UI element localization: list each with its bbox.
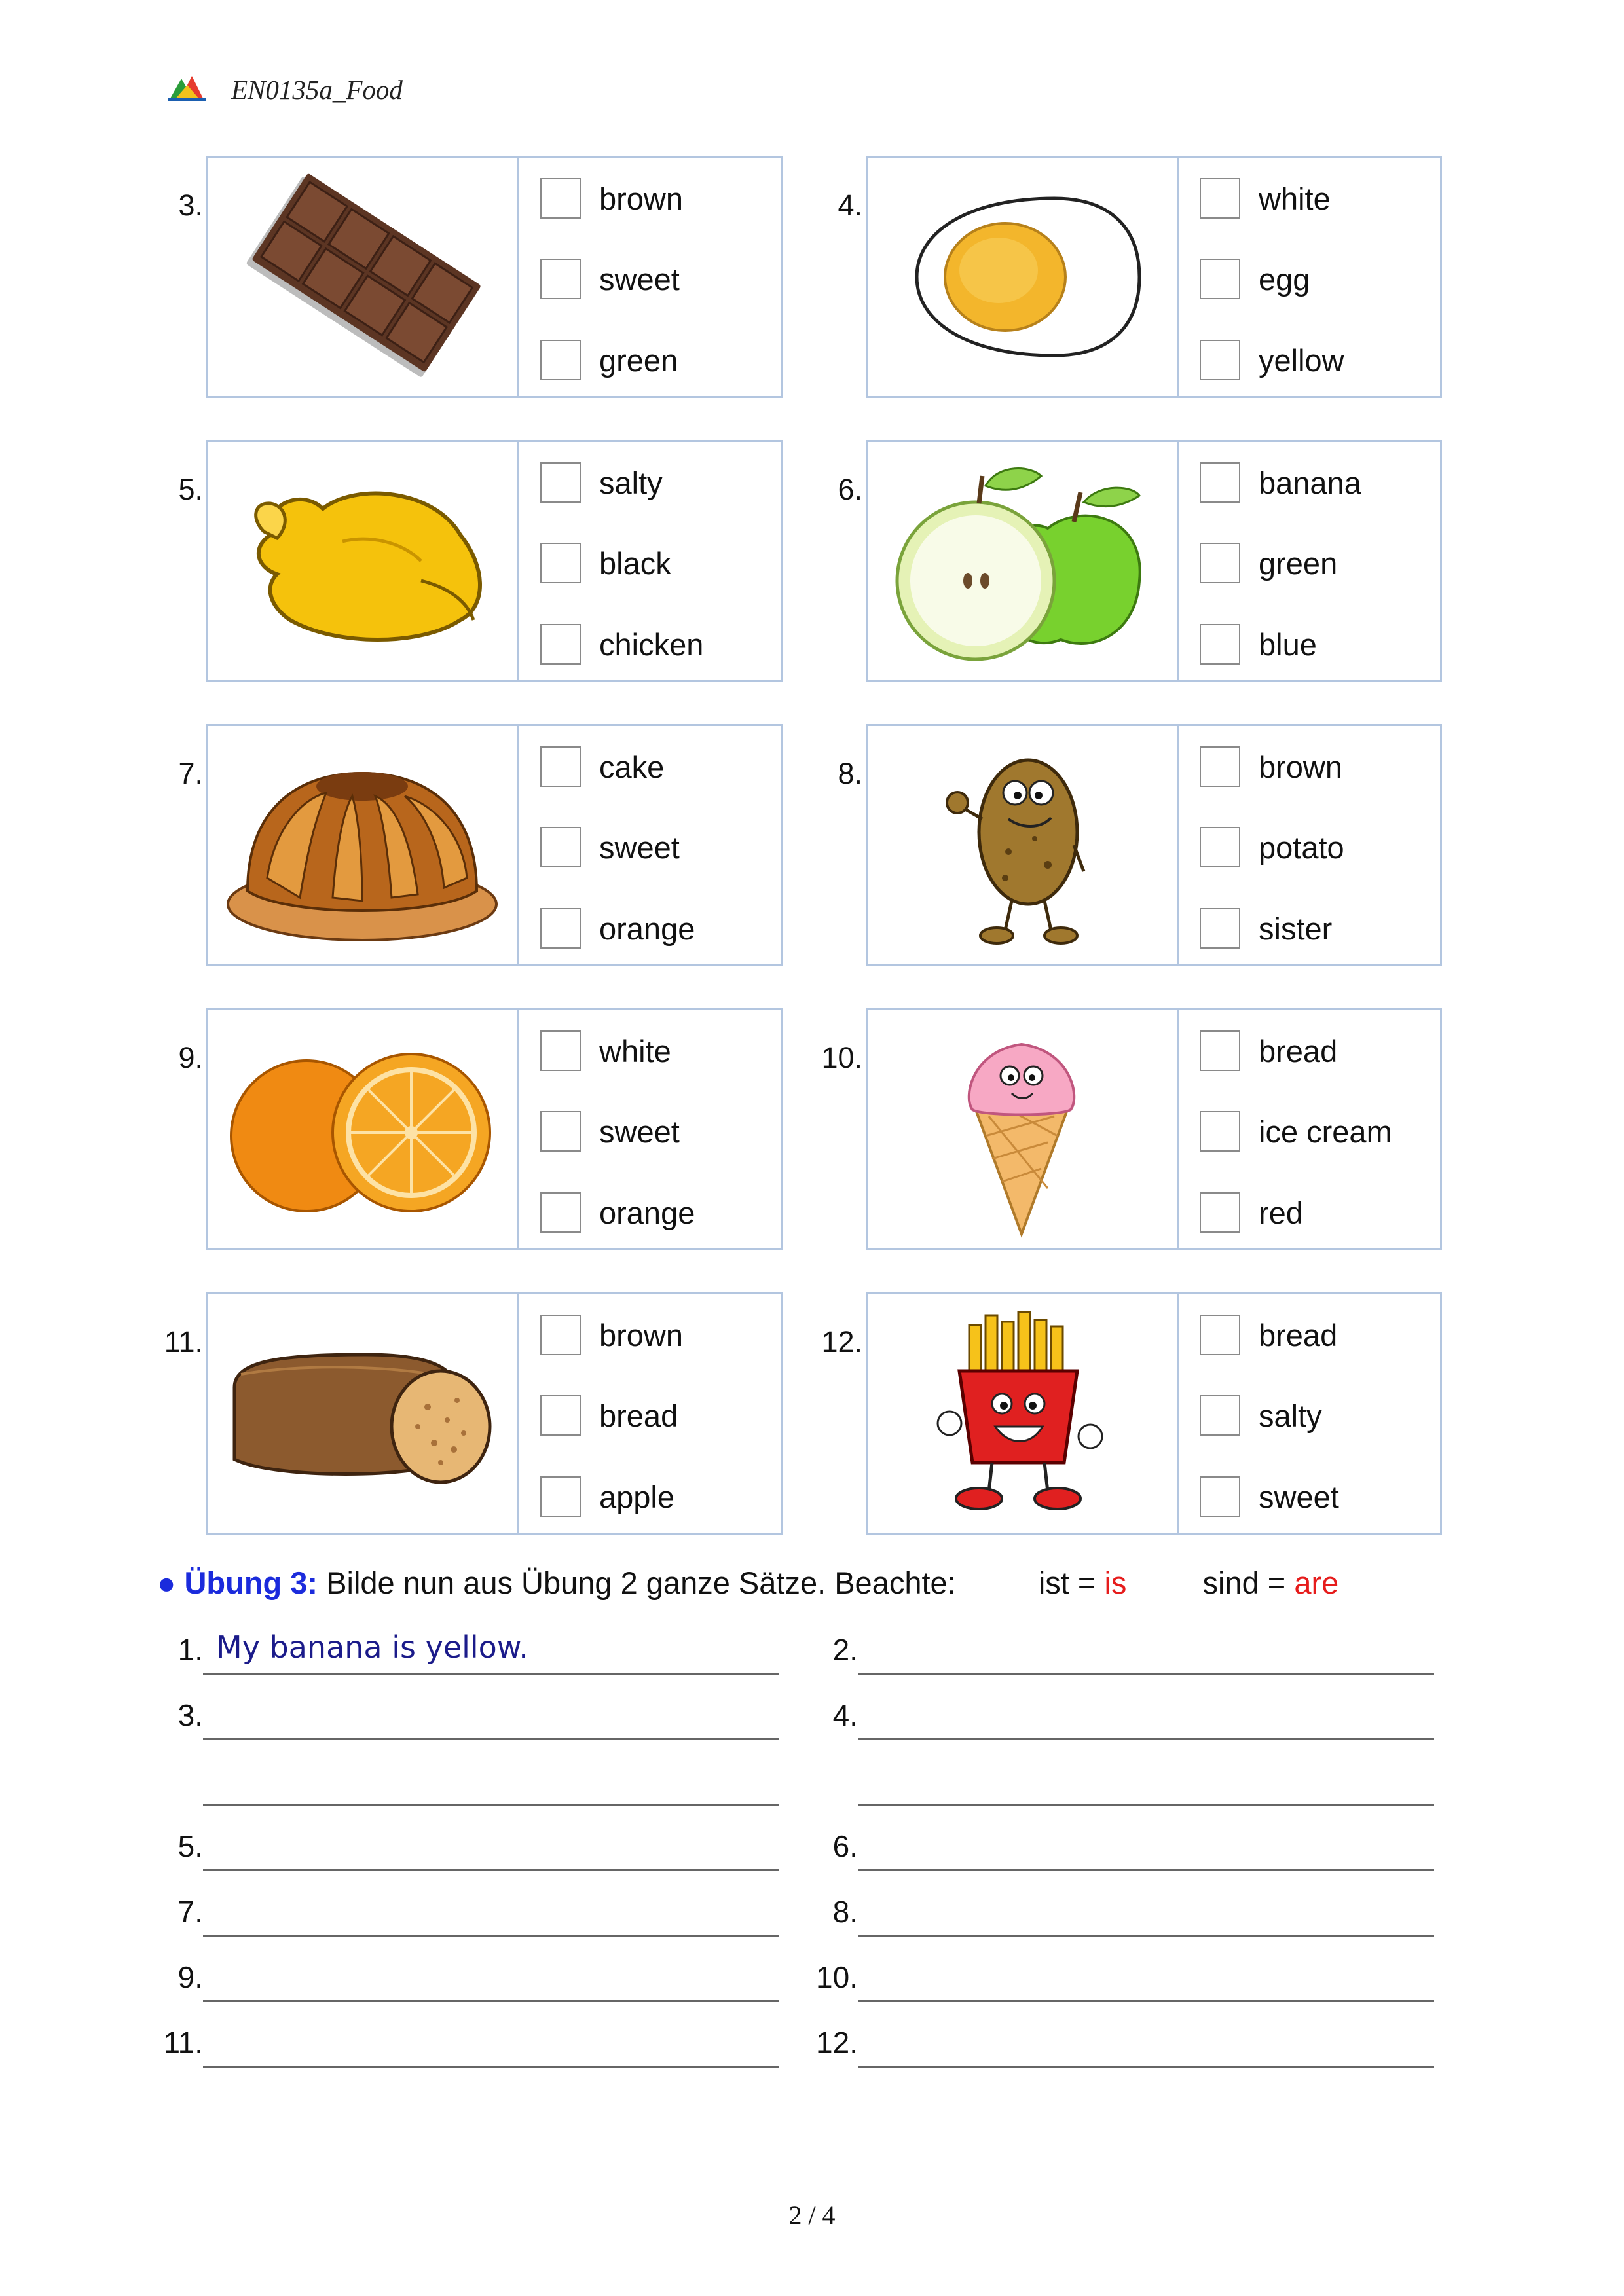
option-label: bread [1259,1317,1338,1353]
bundt-cake-picture [206,724,519,966]
checkbox[interactable] [540,340,581,380]
document-title: EN0135a_Food [231,74,403,105]
item-number: 10. [821,1041,862,1074]
option-label: sweet [599,1114,680,1149]
item-number: 12. [821,1325,862,1358]
item-3 [178,156,783,398]
option-label: sweet [1259,1479,1339,1514]
option-label: green [1259,545,1338,581]
checkbox[interactable] [540,543,581,583]
option-row [540,1312,683,1358]
item-11 [164,1292,783,1535]
checkbox[interactable] [540,1476,581,1517]
answer-input[interactable] [203,2066,779,2068]
option-row [1200,256,1310,302]
answer-input[interactable] [203,1869,779,1871]
line-number: 11. [163,2026,203,2060]
checkbox[interactable] [540,1315,581,1355]
checkbox[interactable] [540,746,581,787]
option-row [1200,1474,1339,1520]
option-row [540,337,678,383]
answer-input[interactable] [203,1738,779,1740]
option-label: blue [1259,627,1317,662]
checkbox[interactable] [540,624,581,665]
checkbox[interactable] [540,827,581,867]
answer-input[interactable] [858,1869,1434,1871]
option-row [1200,824,1344,870]
item-number: 8. [838,757,862,790]
option-label: sweet [599,829,680,865]
option-row [1200,1028,1337,1074]
checkbox[interactable] [540,1030,581,1071]
exercise-heading [157,1565,1338,1601]
roast-chicken-picture [206,440,519,682]
checkbox[interactable] [1200,178,1240,219]
option-label: white [599,1033,671,1068]
option-label: brown [1259,749,1343,784]
option-label: black [599,545,671,581]
line-number: 6. [832,1829,858,1863]
checkbox[interactable] [1200,1395,1240,1436]
item-number: 3. [178,189,203,222]
rule-sind: sind = [1202,1565,1295,1600]
checkbox[interactable] [1200,908,1240,949]
item-10 [821,1008,1442,1250]
publisher-logo-icon [167,73,208,105]
orange-fruit-picture [206,1008,519,1250]
option-row [540,1108,680,1154]
ice-cream-cone-picture [866,1008,1179,1250]
checkbox[interactable] [1200,259,1240,299]
item-number: 5. [178,473,203,506]
checkbox[interactable] [540,462,581,503]
option-row [1200,1393,1322,1438]
answer-input[interactable] [858,1935,1434,1937]
answer-input[interactable] [203,1935,779,1937]
option-label: bread [1259,1033,1338,1068]
item-6 [838,440,1442,682]
option-label: banana [1259,465,1361,500]
option-label: sweet [599,261,680,297]
option-label: white [1259,181,1331,216]
option-label: ice cream [1259,1114,1392,1149]
option-row [540,1474,674,1520]
item-number: 6. [838,473,862,506]
rule-is: is [1104,1565,1127,1600]
french-fries-character-picture [866,1292,1179,1535]
option-label: orange [599,1195,695,1230]
option-row [1200,337,1344,383]
option-label: brown [599,181,684,216]
line-number: 3. [177,1698,203,1732]
line-number: 7. [177,1895,203,1929]
line-number: 5. [177,1829,203,1863]
line-number: 8. [832,1895,858,1929]
checkbox[interactable] [1200,1030,1240,1071]
option-row [1200,621,1317,667]
item-7 [178,724,783,966]
item-number: 4. [838,189,862,222]
option-label: sister [1259,911,1333,946]
line-number: 2. [832,1633,858,1667]
option-row [540,175,683,221]
option-label: brown [599,1317,684,1353]
answer-input[interactable] [203,1804,779,1806]
option-row [540,824,680,870]
item-number: 11. [164,1325,203,1358]
answer-input[interactable] [858,1804,1434,1806]
handwritten-answer: My banana is yellow. [216,1630,528,1665]
item-9 [178,1008,783,1250]
boiled-egg-picture [866,156,1179,398]
option-label: salty [1259,1398,1322,1433]
exercise-instruction: Bilde nun aus Übung 2 ganze Sätze. Beachte: [326,1565,956,1600]
checkbox[interactable] [540,908,581,949]
page-number: 2 / 4 [788,2200,836,2230]
option-row [540,256,680,302]
line-number: 4. [832,1698,858,1732]
checkbox[interactable] [1200,1476,1240,1517]
potato-character-picture [866,724,1179,966]
option-label: salty [599,465,663,500]
bullet: ● [157,1565,176,1600]
option-label: orange [599,911,695,946]
option-row [1200,744,1342,790]
checkbox[interactable] [1200,340,1240,380]
option-row [1200,540,1337,586]
bread-loaf-picture [206,1292,519,1535]
answer-input[interactable] [858,1673,1434,1675]
checkbox[interactable] [1200,543,1240,583]
option-label: bread [599,1398,678,1433]
item-number: 7. [178,757,203,790]
line-number: 1. [177,1633,203,1667]
option-label: chicken [599,627,704,662]
checkbox[interactable] [1200,746,1240,787]
checkbox[interactable] [540,1192,581,1233]
item-8 [838,724,1442,966]
answer-input[interactable] [858,1738,1434,1740]
option-row [540,744,664,790]
rule-are: are [1294,1565,1339,1600]
checkbox[interactable] [540,178,581,219]
option-row [1200,460,1361,505]
option-row [540,621,703,667]
answer-input[interactable] [858,2000,1434,2002]
option-label: red [1259,1195,1303,1230]
rule-ist: ist = [1038,1565,1105,1600]
chocolate-bar-picture [206,156,519,398]
item-number: 9. [178,1041,203,1074]
answer-input[interactable] [203,2000,779,2002]
line-number: 9. [177,1960,203,1994]
option-row [540,1190,695,1235]
option-row [1200,175,1331,221]
option-row [1200,1190,1303,1235]
answer-input[interactable] [203,1630,779,1675]
line-number: 12. [816,2026,858,2060]
checkbox[interactable] [1200,1315,1240,1355]
checkbox[interactable] [1200,624,1240,665]
option-row [540,905,695,951]
option-row [1200,1312,1337,1358]
option-label: apple [599,1479,674,1514]
checkbox[interactable] [540,1111,581,1152]
answer-input[interactable] [858,2066,1434,2068]
item-5 [178,440,783,682]
green-apples-picture [866,440,1179,682]
option-row [540,1028,671,1074]
checkbox[interactable] [1200,1192,1240,1233]
checkbox[interactable] [540,259,581,299]
checkbox[interactable] [1200,462,1240,503]
item-12 [821,1292,1442,1535]
option-label: potato [1259,829,1344,865]
checkbox[interactable] [1200,1111,1240,1152]
item-4 [838,156,1442,398]
option-row [540,1393,678,1438]
exercise-title: Übung 3: [184,1565,318,1600]
option-label: egg [1259,261,1310,297]
option-row [1200,1108,1392,1154]
header [167,73,403,105]
line-number: 10. [816,1960,858,1994]
option-label: cake [599,749,665,784]
option-label: green [599,342,678,378]
checkbox[interactable] [1200,827,1240,867]
option-label: yellow [1259,342,1344,378]
option-row [540,460,663,505]
checkbox[interactable] [540,1395,581,1436]
option-row [1200,905,1332,951]
option-row [540,540,671,586]
